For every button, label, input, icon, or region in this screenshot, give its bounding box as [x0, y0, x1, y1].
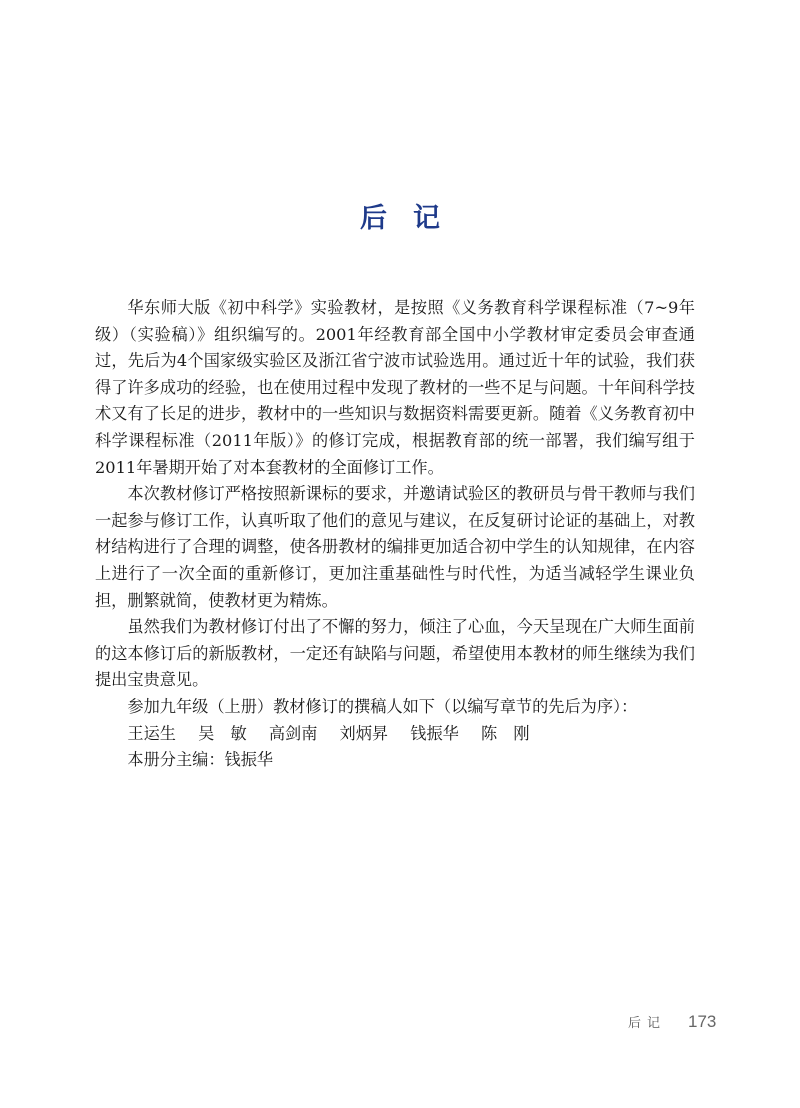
contributors-intro: 参加九年级（上册）教材修订的撰稿人如下（以编写章节的先后为序）： — [127, 696, 638, 716]
paragraph: 华东师大版《初中科学》实验教材，是按照《义务教育科学课程标准（7~9年级）（实验稿）》组织编写的。2001年经教育部全国中小学教材审定委员会审查通过，先后为4个国家级实验区及浙江省宁波市试验选用。通过近十年的试验，我们获得了许多成功的经验，也在使用过程中发现了教材的一些不足与问题。十年间科学技术又有了长足的进步，教材中的一些知识与数据资料需要更新。随着《义务教育初中科学课程标准（2011年版）》的修订完成，根据教育部的统一部署，我们编写组于2011年暑期开始了对本套教材的全面修订工作。 — [95, 298, 695, 477]
author-name: 高剑南 — [268, 723, 318, 743]
author-name: 吴 敏 — [198, 723, 247, 743]
author-name: 陈 刚 — [480, 723, 530, 743]
author-name: 刘炳昇 — [339, 723, 389, 743]
paragraph: 虽然我们为教材修订付出了不懈的努力，倾注了心血，今天呈现在广大师生面前的这本修订后的新版教材，一定还有缺陷与问题，希望使用本教材的师生继续为我们提出宝贵意见。 — [95, 617, 695, 690]
footer-section-label: 后记 — [628, 1016, 667, 1031]
afterword-body — [95, 295, 695, 774]
author-name: 王运生 — [127, 723, 176, 743]
page-number: 173 — [688, 1012, 717, 1031]
chief-editor-line: 本册分主编：钱振华 — [127, 750, 274, 770]
page-footer — [628, 1012, 716, 1032]
author-list — [95, 721, 695, 748]
paragraph: 本次教材修订严格按照新课标的要求，并邀请试验区的教研员与骨干教师与我们一起参与修订工作，认真听取了他们的意见与建议，在反复研讨论证的基础上，对教材结构进行了合理的调整，使各册教材的编排更加适合初中学生的认知规律，在内容上进行了一次全面的重新修订，更加注重基础性与时代性，为适当减轻学生课业负担，删繁就简，使教材更为精炼。 — [95, 484, 695, 610]
credits-section — [95, 694, 695, 774]
author-name: 钱振华 — [410, 723, 459, 743]
page-title: 后记 — [360, 203, 466, 234]
